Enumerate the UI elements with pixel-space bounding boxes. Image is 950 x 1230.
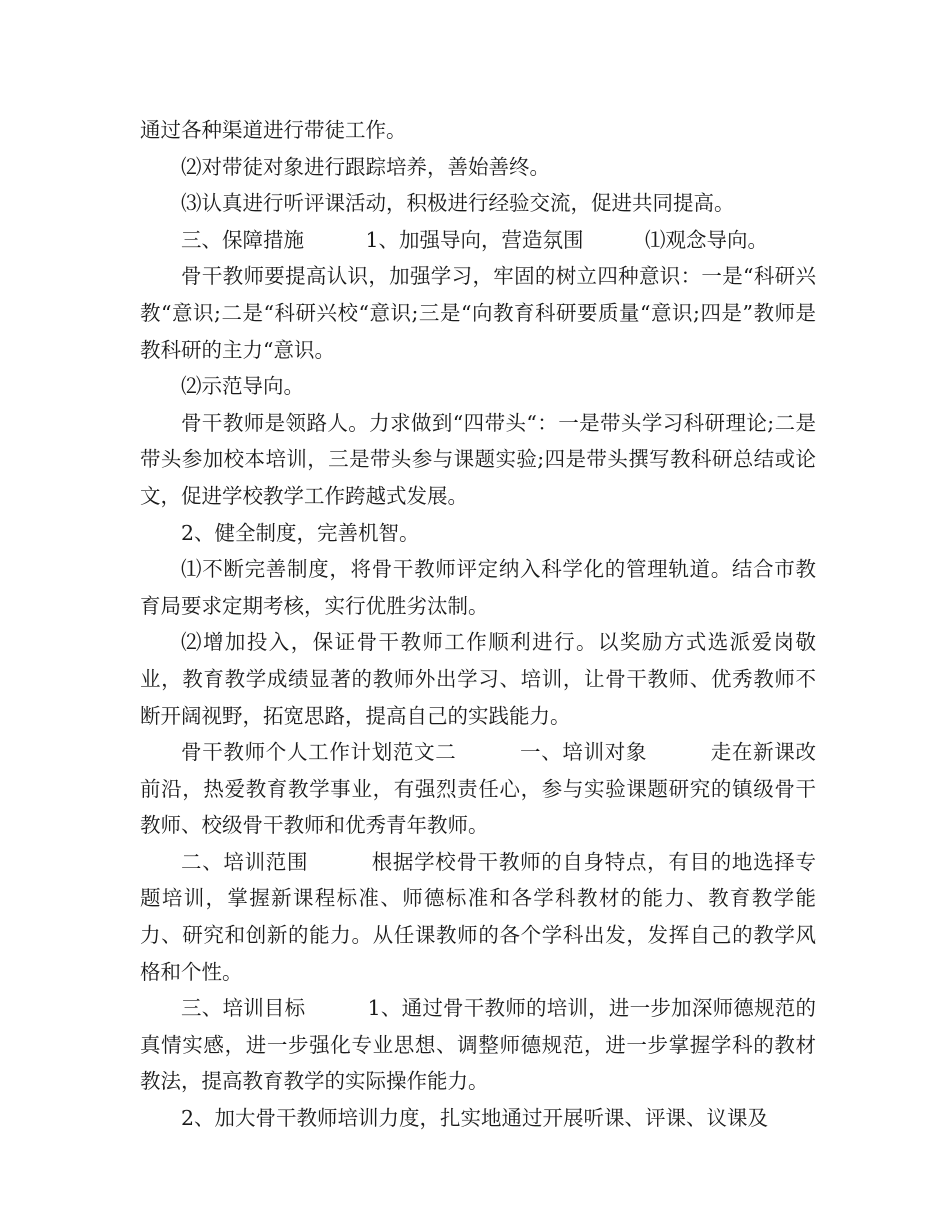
paragraph: ⑵示范导向。 (181, 374, 304, 399)
section-heading: 三、保障措施 1、加强导向，营造氛围 ⑴观念导向。 (181, 227, 769, 252)
paragraph: 三、培训目标 1、通过骨干教师的培训，进一步加深师德规范的真情实感，进一步强化专业思想、调整师德规范，进一步掌握学科的教材教法，提高教育教学的实际操作能力。 (140, 996, 816, 1094)
paragraph: 骨干教师是领路人。力求做到“四带头“：一是带头学习科研理论;二是带头参加校本培训，三是带头参与课题实验;四是带头撰写教科研总结或论文，促进学校教学工作跨越式发展。 (140, 410, 816, 508)
paragraph: 2、加大骨干教师培训力度，扎实地通过开展听课、评课、议课及 (181, 1106, 769, 1131)
section-heading: 骨干教师个人工作计划范文二 一、培训对象 走在新课改前沿，热爱教育教学事业，有强烈责任心，参与实验课题研究的镇级骨干教师、校级骨干教师和优秀青年教师。 (140, 740, 816, 838)
paragraph: 2、健全制度，完善机智。 (181, 520, 420, 545)
paragraph: ⑵对带徒对象进行跟踪培养，善始善终。 (181, 154, 550, 179)
paragraph: 二、培训范围 根据学校骨干教师的自身特点，有目的地选择专题培训，掌握新课程标准、师德标准和各学科教材的能力、教育教学能力、研究和创新的能力。从任课教师的各个学科出发，发挥自己的教学风格和个性。 (140, 849, 816, 984)
paragraph: 通过各种渠道进行带徒工作。 (140, 118, 407, 142)
document-body (140, 112, 816, 1137)
paragraph: ⑵增加投入，保证骨干教师工作顺利进行。以奖励方式选派爱岗敬业，教育教学成绩显著的教师外出学习、培训，让骨干教师、优秀教师不断开阔视野，拓宽思路，提高自己的实践能力。 (140, 630, 816, 728)
paragraph: ⑴不断完善制度，将骨干教师评定纳入科学化的管理轨道。结合市教育局要求定期考核，实行优胜劣汰制。 (140, 557, 816, 618)
paragraph: 骨干教师要提高认识，加强学习，牢固的树立四种意识：一是“科研兴教“意识;二是“科研兴校“意识;三是“向教育科研要质量“意识;四是”教师是教科研的主力“意识。 (140, 264, 816, 362)
paragraph: ⑶认真进行听评课活动，积极进行经验交流，促进共同提高。 (181, 191, 735, 216)
